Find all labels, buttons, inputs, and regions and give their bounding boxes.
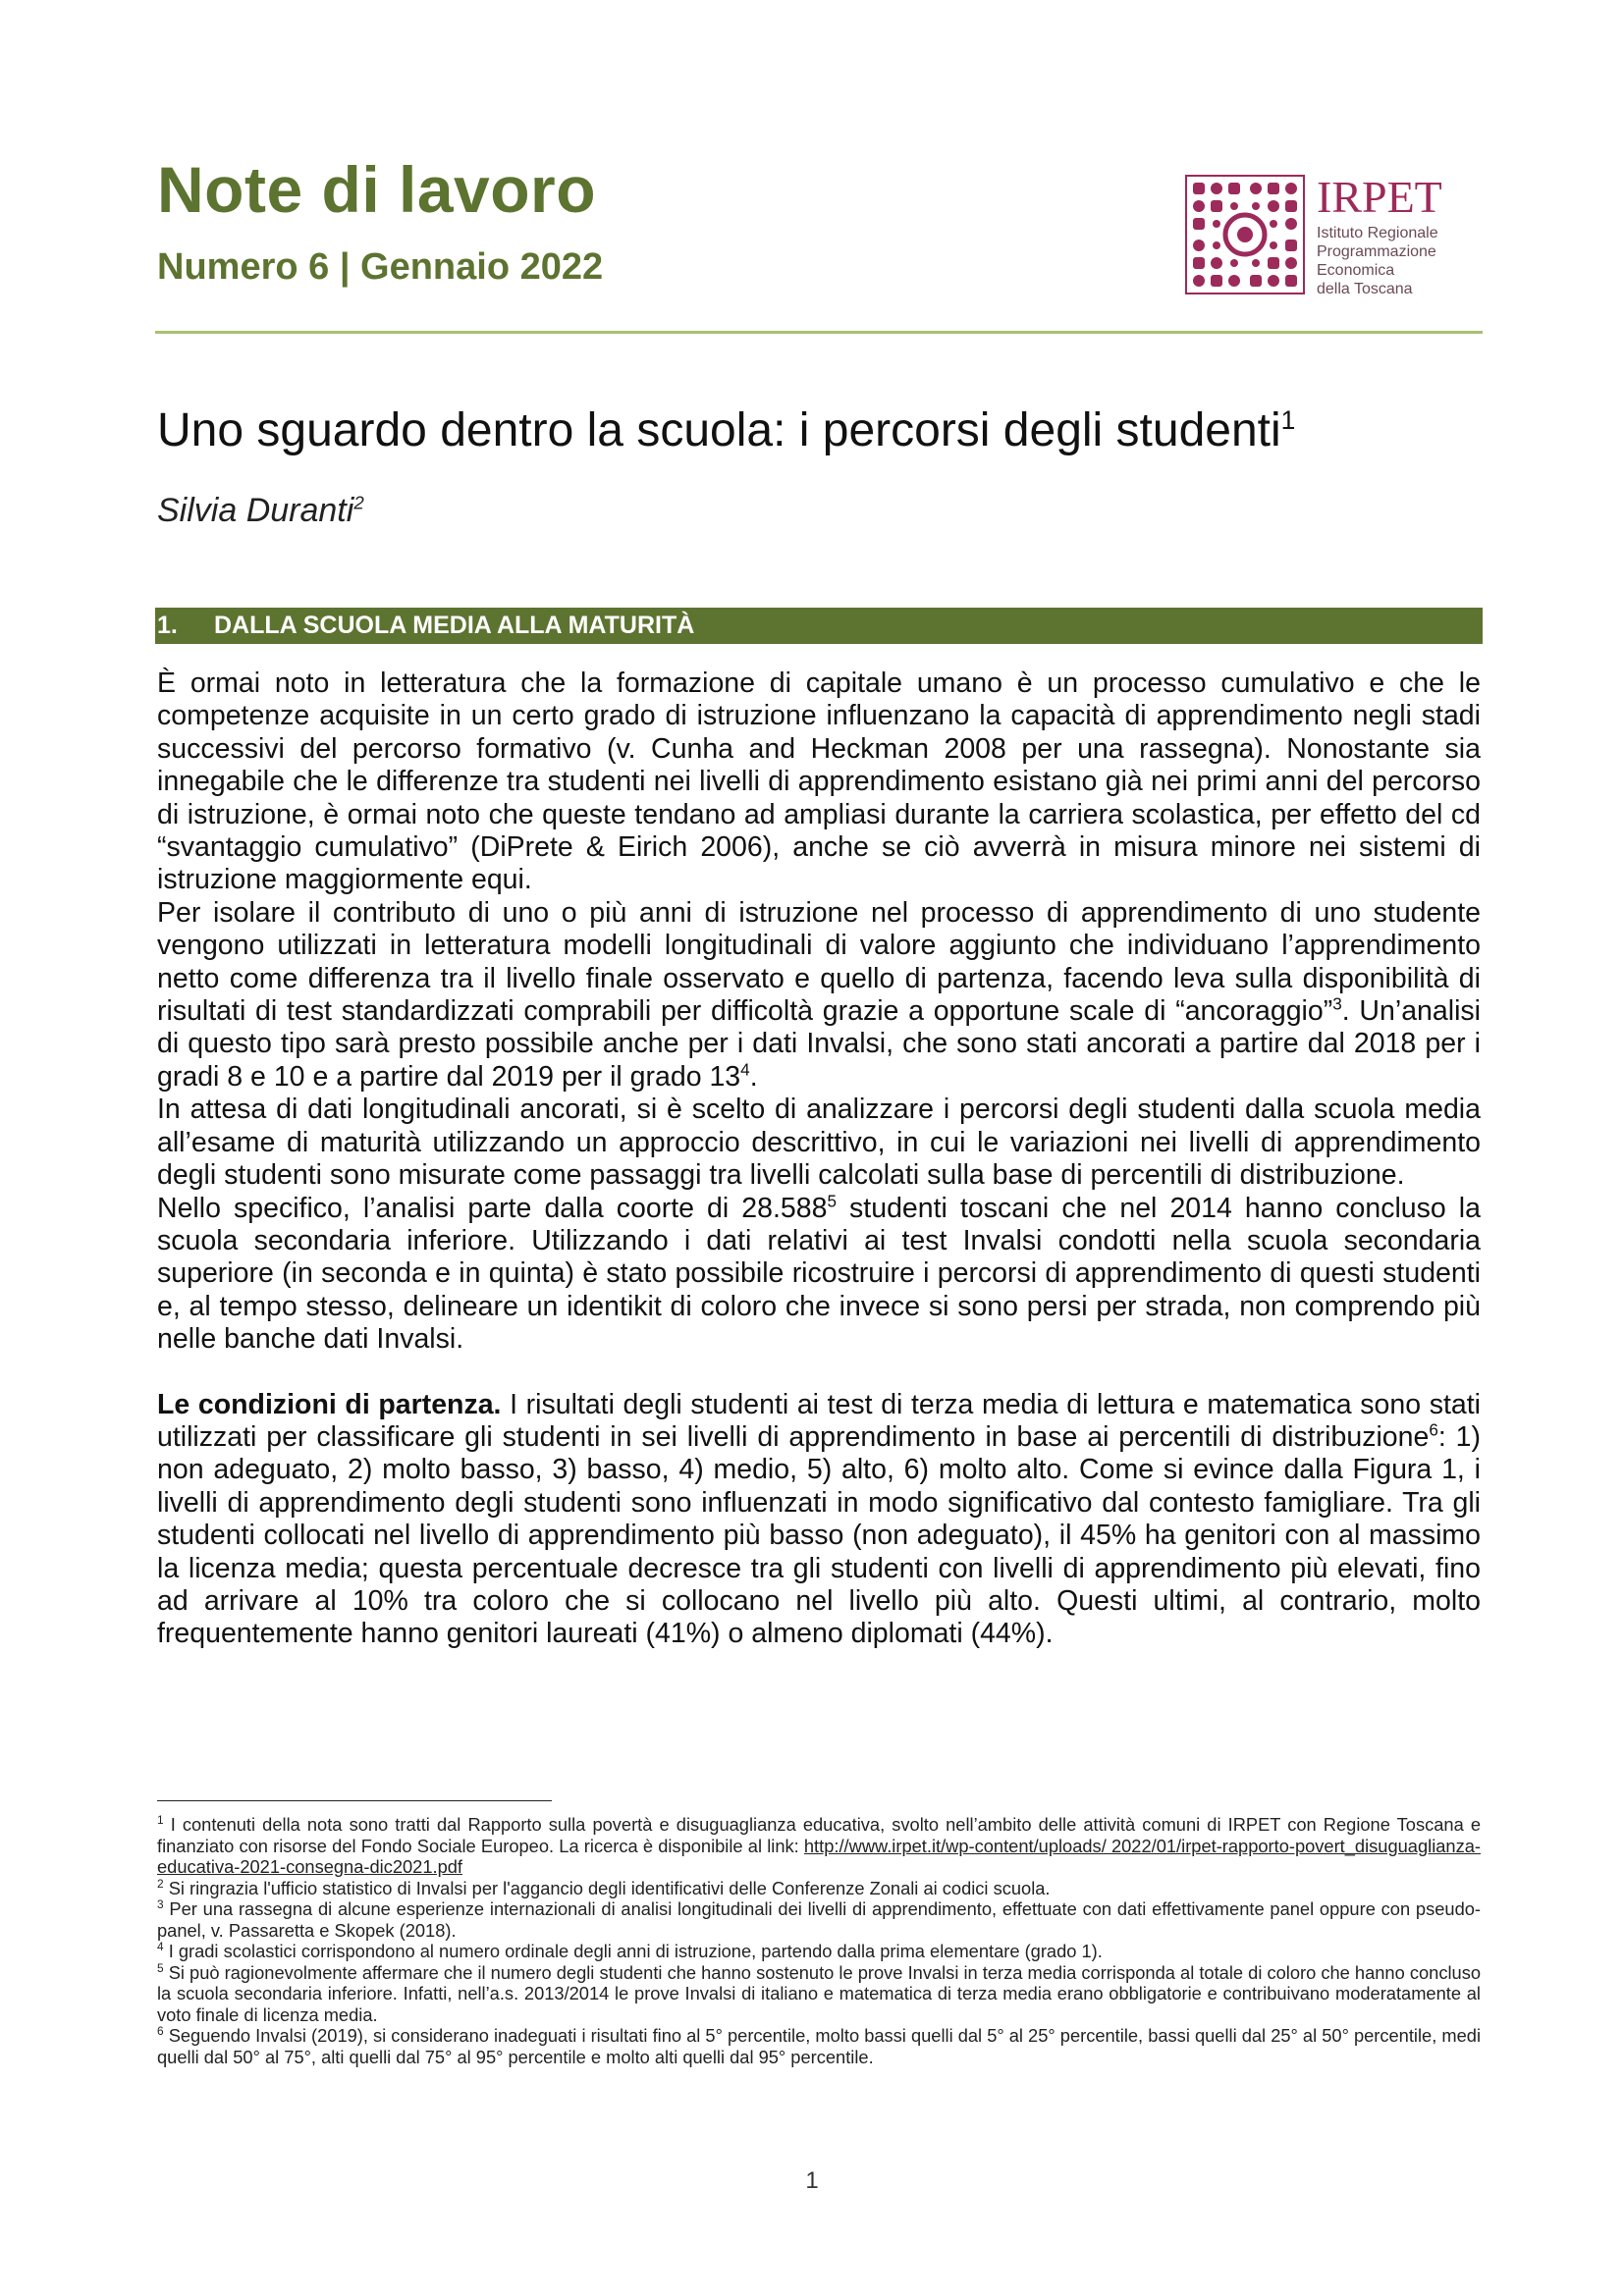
footnote-number: 6 [157, 2023, 164, 2038]
logo-line: Economica [1317, 262, 1395, 279]
footnote-text: Seguendo Invalsi (2019), si considerano inadeguati i risultati fino al 5° percentile, molto bassi quelli dal 5° al 25° percentile, bassi quelli dal 25° al 50° percentile, medi quelli dal 50° al 75°, alti quelli dal 75° al 95° percentile e molto alti quelli dal 95° percentile. [157, 2025, 1482, 2067]
footnotes [157, 1814, 1481, 2067]
author [157, 491, 364, 531]
header-divider [155, 331, 1483, 334]
series-title: Note di lavoro [157, 153, 597, 226]
footnote [157, 1898, 1481, 1941]
logo-line: Programmazione [1317, 243, 1436, 260]
logo-name: IRPET [1317, 172, 1442, 222]
paragraph [157, 1389, 1481, 1651]
paragraph: In attesa di dati longitudinali ancorati, si è scelto di analizzare i percorsi degli studenti dalla scuola media all’esame di maturità utilizzando un approccio descrittivo, in cui le variazioni nei livelli di apprendimento degli studenti sono misurate come passaggi tra livelli calcolati sulla base di percentili di distribuzione. [157, 1094, 1481, 1192]
author-name: Silvia Duranti [157, 492, 354, 529]
footnote-text: Si può ragionevolmente affermare che il numero degli studenti che hanno sostenuto le prove Invalsi in terza media corrisponda al totale di coloro che hanno concluso la scuola secondaria inferiore. Infatti, nell’a.s. 2013/2014 le prove Invalsi di italiano e matematica di terza media erano obbligatorie e contribuivano moderatamente al voto finale di licenza media. [157, 1961, 1481, 2025]
footnote-ref[interactable]: 2 [353, 492, 364, 513]
paragraph [157, 1193, 1481, 1357]
document-title-text: Uno sguardo dentro la scuola: i percorsi degli studenti [157, 404, 1281, 456]
footnote-number: 2 [157, 1876, 164, 1891]
footnote-number: 3 [157, 1896, 164, 1911]
issue-number: Numero 6 | Gennaio 2022 [157, 246, 604, 288]
section-title: DALLA SCUOLA MEDIA ALLA MATURITÀ [214, 612, 695, 639]
footnote-ref[interactable]: 6 [1429, 1420, 1438, 1440]
footnote-number: 1 [157, 1812, 164, 1827]
footnote-text: I gradi scolastici corrispondono al numero ordinale degli anni di istruzione, partendo dalla prima elementare (grado 1). [163, 1941, 1103, 1961]
report-link[interactable]: http://www.irpet.it/wp-content/uploads/ 2022/01/irpet-rapporto-povert_disuguaglianza-educativa-2021-consegna-dic2021.pdf [157, 1835, 1481, 1877]
footnote [157, 2025, 1481, 2067]
paragraph [157, 897, 1481, 1094]
footnote-divider [157, 1800, 552, 1801]
paragraph-text: Per isolare il contributo di uno o più anni di istruzione nel processo di apprendimento di uno studente vengono utilizzati in letteratura modelli longitudinali di valore aggiunto che individuano l’apprendimento netto come differenza tra il livello finale osservato e quello di partenza, facendo leva sulla disponibilità di risultati di test standardizzati comprabili per difficoltà grazie a opportune scale di “ancoraggio” [157, 896, 1481, 1028]
paragraph-text: Nello specifico, l’analisi parte dalla coorte di 28.588 [157, 1192, 828, 1224]
paragraph-text: : 1) non adeguato, 2) molto basso, 3) basso, 4) medio, 5) alto, 6) molto alto. Come si evince dalla Figura 1, i livelli di apprendimento degli studenti sono influenzati in modo significativo dal contesto famigliare. Tra gli studenti collocati nel livello di apprendimento più basso (non adeguato), il 45% ha genitori con al massimo la licenza media; questa percentuale decresce tra gli studenti con livelli di apprendimento più elevati, fino ad arrivare al 10% tra coloro che si collocano nel livello più alto. Questi ultimi, al contrario, molto frequentemente hanno genitori laureati (41%) o almeno diplomati (44%). [157, 1420, 1481, 1650]
paragraph-text: . Un’analisi di questo tipo sarà presto possibile anche per i dati Invalsi, che sono stati ancorati a partire dal 2018 per i gradi 8 e 10 e a partire dal 2019 per il grado 13 [157, 995, 1481, 1093]
body-text [157, 667, 1481, 1651]
footnote-ref[interactable]: 1 [1280, 405, 1296, 435]
footnote-text: Si ringrazia l'ufficio statistico di Invalsi per l'aggancio degli identificativi delle Conferenze Zonali ai codici scuola. [163, 1877, 1051, 1898]
footnote-number: 5 [157, 1960, 164, 1975]
footnote-number: 4 [157, 1939, 164, 1953]
footnote-text: I contenuti della nota sono tratti dal Rapporto sulla povertà e disuguaglianza educativa, svolto nell’ambito delle attività comuni di IRPET con Regione Toscana e finanziato con risorse del Fondo Sociale Europeo. La ricerca è disponibile al link: [157, 1814, 1481, 1856]
footnote-ref[interactable]: 4 [740, 1060, 750, 1080]
paragraph-text: I risultati degli studenti ai test di terza media di lettura e matematica sono stati utilizzati per classificare gli studenti in sei livelli di apprendimento in base ai percentili di distribuzione [157, 1388, 1481, 1453]
paragraph-lead: Le condizioni di partenza. [157, 1388, 502, 1420]
document-title [157, 402, 1295, 459]
footnote-text: Per una rassegna di alcune esperienze internazionali di analisi longitudinali dei livelli di apprendimento, effettuate con dati effettivamente panel oppure con pseudo-panel, v. Passaretta e Skopek (2018). [157, 1898, 1481, 1941]
irpet-logo [1185, 172, 1480, 300]
logo-line: Istituto Regionale [1317, 225, 1438, 241]
footnote [157, 1814, 1481, 1878]
paragraph-text: studenti toscani che nel 2014 hanno concluso la scuola secondaria inferiore. Utilizzando i dati relativi ai test Invalsi condotti nella scuola secondaria superiore (in seconda e in quinta) è stato possibile ricostruire i percorsi di apprendimento di questi studenti e, al tempo stesso, delineare un identikit di coloro che invece si sono persi per strada, non comprendo più nelle banche dati Invalsi. [157, 1192, 1481, 1356]
logo-subtitle [1317, 224, 1438, 298]
paragraph: È ormai noto in letteratura che la formazione di capitale umano è un processo cumulativo e che le competenze acquisite in un certo grado di istruzione influenzano la capacità di apprendimento negli stadi successivi del percorso formativo (v. Cunha and Heckman 2008 per una rassegna). Nonostante sia innegabile che le differenze tra studenti nei livelli di apprendimento esistano già nei primi anni del percorso di istruzione, è ormai noto che queste tendano ad ampliasi durante la carriera scolastica, per effetto del cd “svantaggio cumulativo” (DiPrete & Eirich 2006), anche se ciò avverrà in misura minore nei sistemi di istruzione maggiormente equi. [157, 667, 1481, 896]
irpet-emblem-icon [1185, 175, 1305, 294]
paragraph-text: . [749, 1060, 758, 1093]
footnote [157, 1962, 1481, 2026]
footnote-ref[interactable]: 5 [827, 1192, 837, 1210]
page-number: 1 [805, 2167, 819, 2194]
section-heading [155, 608, 1483, 644]
footnote [157, 1878, 1481, 1899]
footnote-ref[interactable]: 3 [1332, 994, 1342, 1014]
footnote [157, 1941, 1481, 1962]
logo-line: della Toscana [1317, 281, 1413, 297]
section-number: 1. [157, 612, 178, 639]
